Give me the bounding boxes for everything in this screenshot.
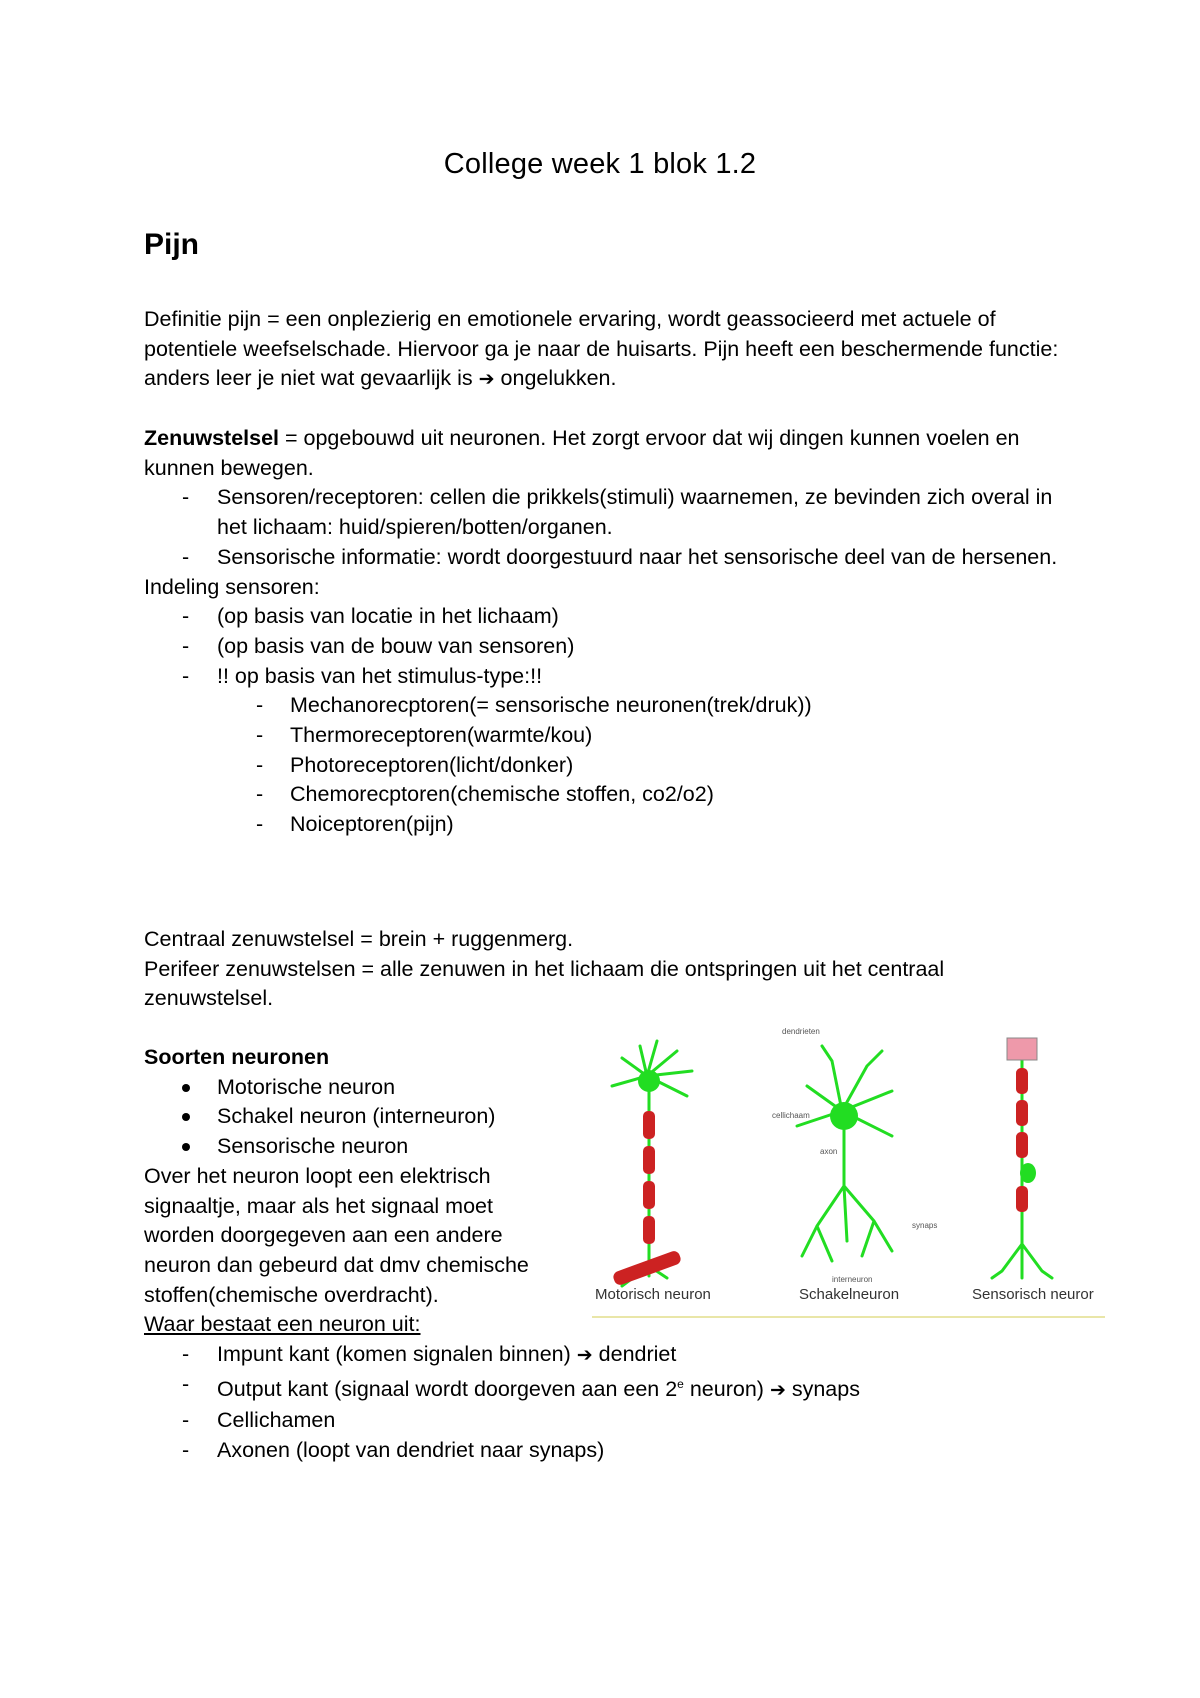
definition-end: ongelukken. — [500, 366, 617, 391]
neuron-illustrations — [592, 1016, 1105, 1316]
zenuwstelsel-term: Zenuwstelsel — [144, 426, 280, 450]
perifeer-text: Perifeer zenuwstelsen = alle zenuwen in het lichaam die ontspringen uit het centraal zenuwstelsel. — [144, 956, 945, 1011]
sub-list-item: - Photoreceptoren(licht/donker) — [256, 752, 574, 777]
document-title: College week 1 blok 1.2 — [443, 148, 757, 180]
bestaat-title: Waar bestaat een neuron uit: — [144, 1312, 421, 1336]
list-item: - Impunt kant (komen signalen binnen) ➔ dendriet — [182, 1341, 677, 1366]
arrow-icon: ➔ — [478, 368, 495, 391]
sub-list-item: - Thermoreceptoren(warmte/kou) — [256, 723, 593, 748]
sub-list-item: - Chemorecptoren(chemische stoffen, co2/o2) — [256, 782, 714, 807]
indeling-title: Indeling sensoren: — [144, 574, 320, 599]
zenuwstelsel-text: = opgebouwd uit neuronen. Het zorgt ervoor dat wij dingen kunnen voelen en kunnen bewegen. — [144, 426, 1020, 480]
arrow-icon: ➔ — [769, 1379, 786, 1402]
motor-cell-body — [638, 1070, 660, 1092]
list-item: - Sensorische informatie: wordt doorgestuurd naar het sensorische deel van de hersenen. — [182, 544, 1058, 569]
bullet-item: Motorische neuron — [144, 1073, 564, 1103]
zenuwstelsel-definitions — [144, 925, 1064, 1014]
bullet-item: Sensorische neuron — [144, 1132, 564, 1162]
label-dendrieten: dendrieten — [782, 1027, 820, 1036]
sensory-cell-body — [1020, 1163, 1036, 1183]
zenuwstelsel-section — [144, 424, 1064, 840]
bestaat-section — [144, 1310, 1064, 1466]
interneuron-cell-body — [830, 1102, 858, 1130]
interneuron-drawing — [797, 1046, 892, 1261]
definition-paragraph — [144, 305, 1074, 395]
label-synaps: synaps — [912, 1221, 938, 1230]
list-item: - Cellichamen — [182, 1408, 336, 1433]
label-interneuron: interneuron — [832, 1275, 873, 1284]
neuron-types-figure — [592, 1016, 1105, 1318]
caption-motor: Motorisch neuron — [595, 1286, 711, 1303]
list-item: - (op basis van locatie in het lichaam) — [182, 604, 559, 629]
label-axon: axon — [820, 1147, 838, 1156]
receptor-cell — [1007, 1038, 1037, 1060]
soorten-title: Soorten neuronen — [144, 1045, 330, 1069]
caption-sensory: Sensorisch neuror — [972, 1286, 1094, 1303]
list-item: - Axonen (loopt van dendriet naar synaps) — [182, 1437, 605, 1462]
list-item: - (op basis van de bouw van sensoren) — [182, 633, 575, 658]
label-cellichaam: cellichaam — [772, 1111, 810, 1120]
over-neuron-text: Over het neuron loopt een elektrisch signaaltje, maar als het signaal moet worden doorgegeven aan een andere neuron dan gebeurd dat dmv chemische stoffen(chemische overdracht). — [144, 1163, 529, 1307]
sub-list-item: - Mechanorecptoren(= sensorische neuronen(trek/druk)) — [256, 693, 812, 718]
list-item: - Output kant (signaal wordt doorgeven aan een 2e neuron) ➔ synaps — [182, 1372, 860, 1402]
arrow-icon: ➔ — [576, 1343, 593, 1366]
centraal-text: Centraal zenuwstelsel = brein + ruggenmerg. — [144, 927, 574, 951]
list-item: - Sensoren/receptoren: cellen die prikkels(stimuli) waarnemen, ze bevinden zich overal in het lichaam: huid/spieren/botten/organen. — [182, 485, 1053, 540]
section-heading-pijn: Pijn — [144, 228, 200, 261]
sub-list-item: - Noiceptoren(pijn) — [256, 812, 454, 837]
definition-text: Definitie pijn = een onplezierig en emotionele ervaring, wordt geassocieerd met actuele of potentiele weefselschade. Hiervoor ga je naar de huisarts. Pijn heeft een beschermende functie: anders leer je niet wat gevaarlijk is — [144, 307, 1059, 391]
soorten-section — [144, 1043, 564, 1310]
list-item: - !! op basis van het stimulus-type:!! — [182, 663, 543, 688]
caption-interneuron: Schakelneuron — [799, 1286, 900, 1303]
bullet-item: Schakel neuron (interneuron) — [144, 1102, 564, 1132]
